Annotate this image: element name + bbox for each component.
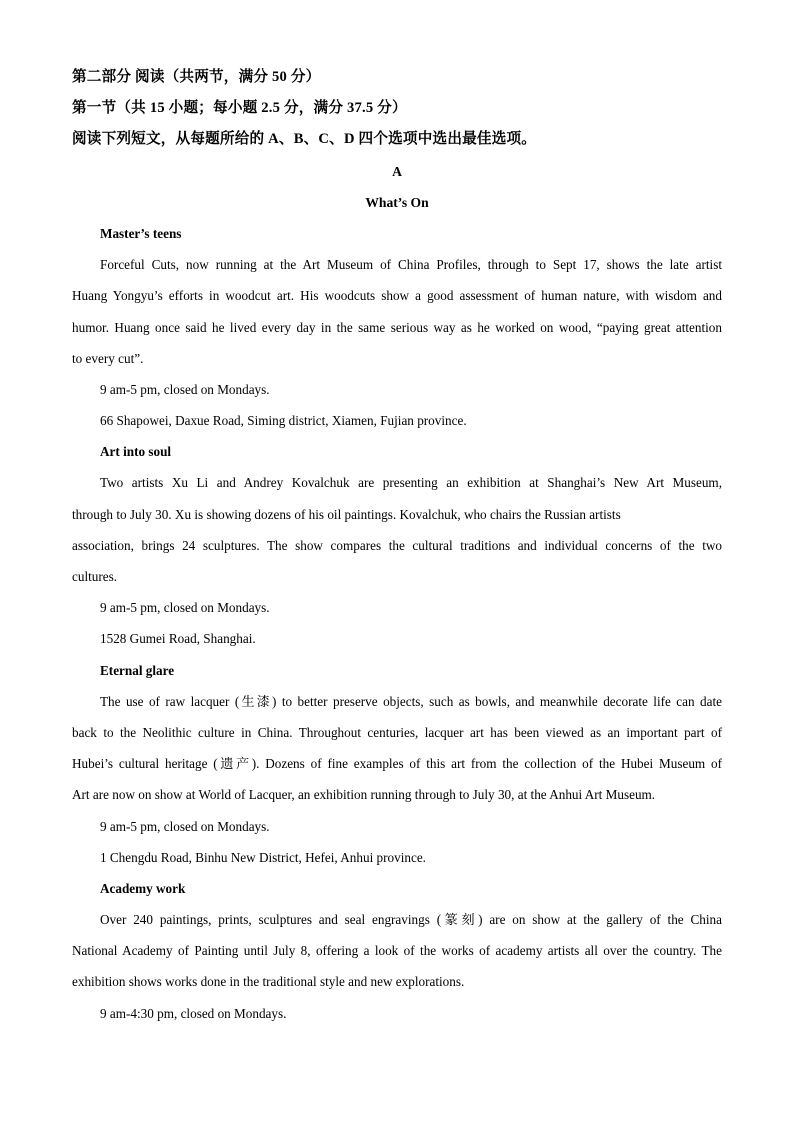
- entry-text-line: association, brings 24 sculptures. The show compares the cultural traditions and individual concerns of the two: [72, 537, 722, 553]
- entry-text-line: The use of raw lacquer (生漆) to better preserve objects, such as bowls, and meanwhile decorate life can date: [100, 693, 722, 709]
- entry-heading: Eternal glare: [100, 662, 175, 678]
- reading-instruction: 阅读下列短文，从每题所给的 A、B、C、D 四个选项中选出最佳选项。: [72, 131, 537, 148]
- entry-address: 1 Chengdu Road, Binhu New District, Hefei, Anhui province.: [100, 849, 426, 865]
- part-heading: 第二部分 阅读（共两节，满分 50 分）: [72, 69, 321, 85]
- entry-hours: 9 am-5 pm, closed on Mondays.: [100, 600, 270, 616]
- passage-letter: A: [392, 163, 402, 179]
- entry-text-line: Art are now on show at World of Lacquer, an exhibition running through to July 30, at the Anhui Art Museum.: [72, 787, 656, 803]
- document-page: [72, 62, 722, 1029]
- entry-text-line: National Academy of Painting until July 8, offering a look of the works of academy artists all over the country. The: [72, 943, 722, 959]
- entry-text-line: Over 240 paintings, prints, sculptures and seal engravings (篆刻) are on show at the gallery of the China: [100, 912, 722, 928]
- entry-text-line: exhibition shows works done in the traditional style and new explorations.: [72, 974, 465, 990]
- entry-text-line: cultures.: [72, 569, 118, 584]
- entry-hours: 9 am-4:30 pm, closed on Mondays.: [100, 1005, 287, 1021]
- passage-title: What’s On: [365, 194, 429, 210]
- entry-text-line: to every cut”.: [72, 350, 144, 366]
- section-heading: 第一节（共 15 小题；每小题 2.5 分，满分 37.5 分）: [72, 100, 407, 117]
- entry-address: 66 Shapowei, Daxue Road, Siming district, Xiamen, Fujian province.: [100, 413, 467, 429]
- entry-text-line: back to the Neolithic culture in China. Throughout centuries, lacquer art has been viewed as an important part of: [72, 724, 722, 740]
- entry-text-line: Hubei’s cultural heritage (遗产). Dozens of fine examples of this art from the collection of the Hubei Museum of: [72, 756, 722, 772]
- entry-hours: 9 am-5 pm, closed on Mondays.: [100, 818, 270, 834]
- entry-hours: 9 am-5 pm, closed on Mondays.: [100, 381, 270, 397]
- entry-text-line: Forceful Cuts, now running at the Art Museum of China Profiles, through to Sept 17, shows the late artist: [100, 257, 722, 273]
- entry-heading: Master’s teens: [100, 225, 182, 241]
- entry-text-line: Huang Yongyu’s efforts in woodcut art. His woodcuts show a good assessment of human nature, with wisdom and: [72, 288, 722, 304]
- entry-text-line: humor. Huang once said he lived every day in the same serious way as he worked on wood, “paying great attention: [72, 319, 722, 335]
- entry-heading: Academy work: [100, 880, 186, 896]
- entry-heading: Art into soul: [100, 444, 172, 460]
- entry-address: 1528 Gumei Road, Shanghai.: [100, 631, 256, 647]
- entry-text-line: through to July 30. Xu is showing dozens of his oil paintings. Kovalchuk, who chairs the Russian artists: [72, 506, 621, 522]
- entry-text-line: Two artists Xu Li and Andrey Kovalchuk are presenting an exhibition at Shanghai’s New Art Museum,: [100, 475, 722, 491]
